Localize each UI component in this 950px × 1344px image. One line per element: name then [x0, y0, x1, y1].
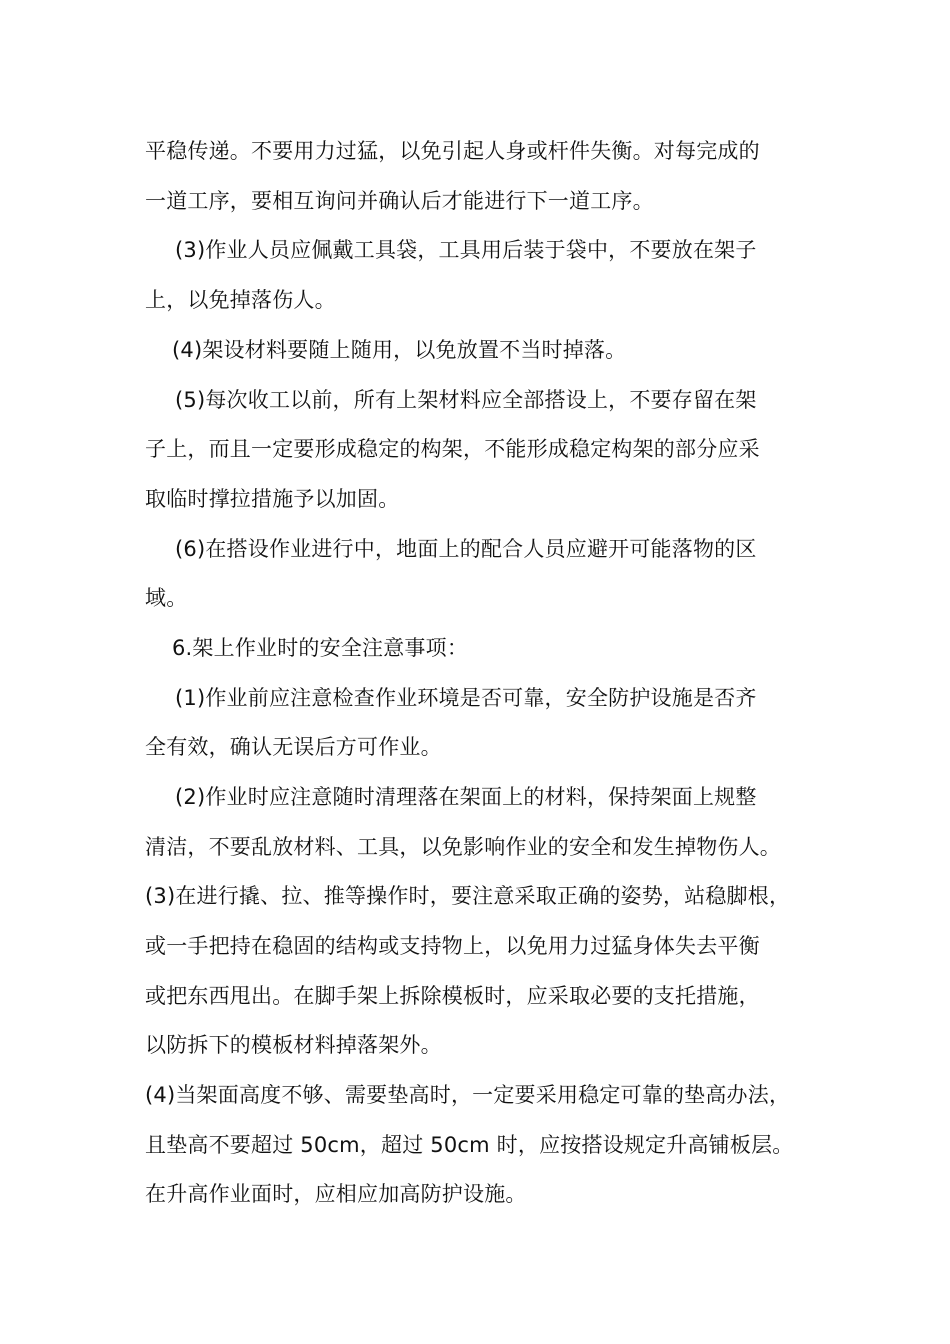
- text-line: 以防拆下的模板材料掉落架外。: [145, 1033, 442, 1057]
- text-line: 域。: [145, 586, 188, 610]
- text-line: 清洁，不要乱放材料、工具，以免影响作业的安全和发生掉物伤人。: [145, 835, 781, 859]
- text-line: 取临时撑拉措施予以加固。: [145, 487, 400, 511]
- text-line: (3)在进行撬、拉、推等操作时，要注意采取正确的姿势，站稳脚根，: [145, 884, 791, 908]
- text-line: 在升高作业面时，应相应加高防护设施。: [145, 1182, 527, 1206]
- text-line: 上，以免掉落伤人。: [145, 288, 336, 312]
- text-line: (5)每次收工以前，所有上架材料应全部搭设上，不要存留在架: [175, 388, 757, 412]
- text-line: 且垫高不要超过 50cm，超过 50cm 时，应按搭设规定升高铺板层。: [145, 1133, 794, 1157]
- text-line: (2)作业时应注意随时清理落在架面上的材料，保持架面上规整: [175, 785, 757, 809]
- section-heading: 6.架上作业时的安全注意事项：: [172, 636, 469, 660]
- text-line: 一道工序，要相互询问并确认后才能进行下一道工序。: [145, 189, 654, 213]
- text-line: 或把东西甩出。在脚手架上拆除模板时，应采取必要的支托措施，: [145, 984, 760, 1008]
- text-line: (1)作业前应注意检查作业环境是否可靠，安全防护设施是否齐: [175, 686, 757, 710]
- text-line: (4)当架面高度不够、需要垫高时，一定要采用稳定可靠的垫高办法，: [145, 1083, 791, 1107]
- text-line: (4)架设材料要随上随用，以免放置不当时掉落。: [172, 338, 627, 362]
- text-line: (3)作业人员应佩戴工具袋，工具用后装于袋中，不要放在架子: [175, 238, 757, 262]
- text-line: 子上，而且一定要形成稳定的构架，不能形成稳定构架的部分应采: [145, 437, 760, 461]
- text-line: (6)在搭设作业进行中，地面上的配合人员应避开可能落物的区: [175, 537, 757, 561]
- text-line: 全有效，确认无误后方可作业。: [145, 735, 442, 759]
- text-line: 或一手把持在稳固的结构或支持物上，以免用力过猛身体失去平衡: [145, 934, 760, 958]
- text-line: 平稳传递。不要用力过猛，以免引起人身或杆件失衡。对每完成的: [145, 139, 760, 163]
